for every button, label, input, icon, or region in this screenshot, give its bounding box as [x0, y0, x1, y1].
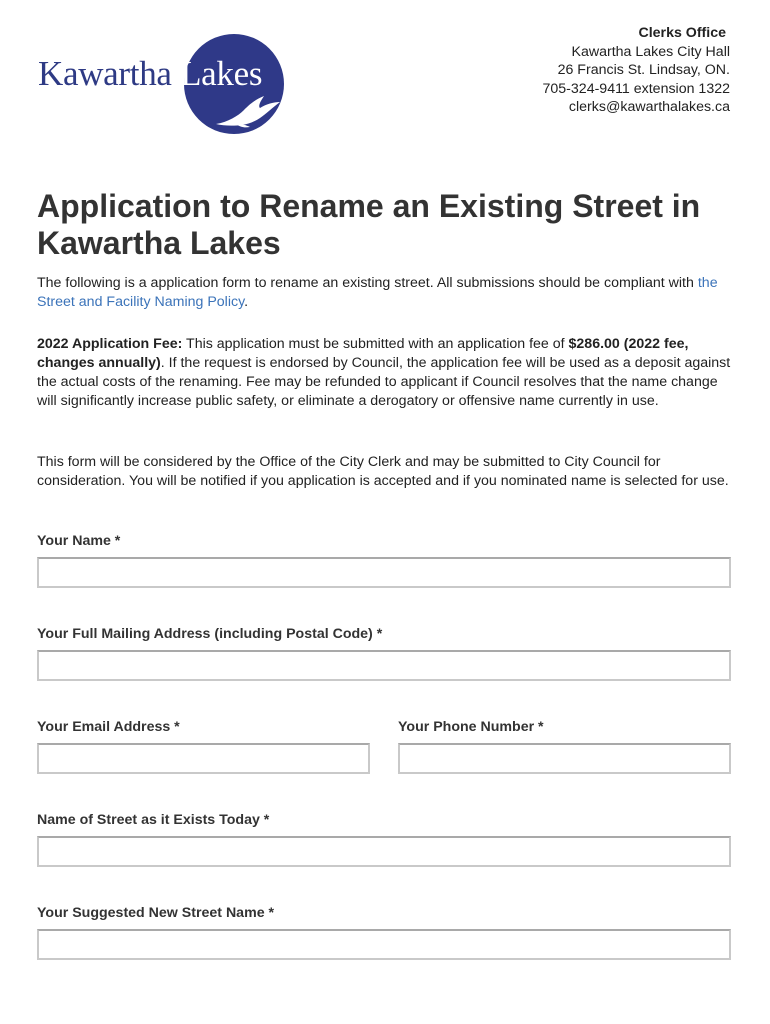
email-label: Your Email Address * — [37, 719, 180, 735]
name-field[interactable] — [37, 557, 731, 588]
contact-address: 26 Francis St. Lindsay, ON. — [557, 62, 730, 79]
street-field[interactable] — [37, 836, 731, 867]
address-field[interactable] — [37, 650, 731, 681]
fee-text-1: This application must be submitted with an application fee of — [182, 336, 569, 352]
fee-text-2: . If the request is endorsed by Council, the application fee will be used as a deposit against the actual costs of the renaming. Fee may be refunded to applicant if Council resolves that the name change will significantly increase public safety, or eliminate a derogatory or offensive name currently in use. — [37, 355, 731, 409]
logo-word-lakes: Lakes — [180, 54, 263, 93]
intro-suffix: . — [244, 294, 249, 310]
phone-field[interactable] — [398, 743, 731, 774]
contact-block — [543, 24, 730, 117]
address-label: Your Full Mailing Address (including Postal Code) * — [37, 626, 383, 642]
page-title: Application to Rename an Existing Street in Kawartha Lakes — [37, 188, 701, 261]
consideration-paragraph: This form will be considered by the Office of the City Clerk and may be submitted to City Council for consideration. You will be notified if you application is accepted and if you nominated name is selected for use. — [37, 454, 729, 489]
new-street-field[interactable] — [37, 929, 731, 960]
kawartha-lakes-logo — [36, 32, 286, 136]
fee-paragraph — [37, 335, 737, 411]
intro-text: The following is a application form to rename an existing street. All submissions should be compliant with — [37, 275, 694, 291]
logo-word-kawartha: Kawartha — [38, 54, 172, 93]
logo-wordmark — [38, 54, 262, 94]
fee-amount: $286.00 (2022 fee, changes annually) — [37, 336, 689, 371]
new-street-label: Your Suggested New Street Name * — [37, 905, 275, 921]
street-label: Name of Street as it Exists Today * — [37, 812, 270, 828]
contact-title: Clerks Office — [638, 25, 726, 41]
naming-policy-link[interactable]: the Street and Facility Naming Policy — [37, 275, 718, 310]
intro-paragraph — [37, 274, 737, 312]
name-label: Your Name * — [37, 533, 121, 549]
fee-label: 2022 Application Fee: — [37, 336, 183, 352]
contact-building: Kawartha Lakes City Hall — [571, 43, 730, 60]
email-field[interactable] — [37, 743, 370, 774]
eagle-icon — [214, 94, 282, 132]
contact-email: clerks@kawarthalakes.ca — [568, 99, 730, 116]
phone-label: Your Phone Number * — [398, 719, 544, 735]
contact-phone: 705-324-9411 extension 1322 — [542, 80, 730, 97]
